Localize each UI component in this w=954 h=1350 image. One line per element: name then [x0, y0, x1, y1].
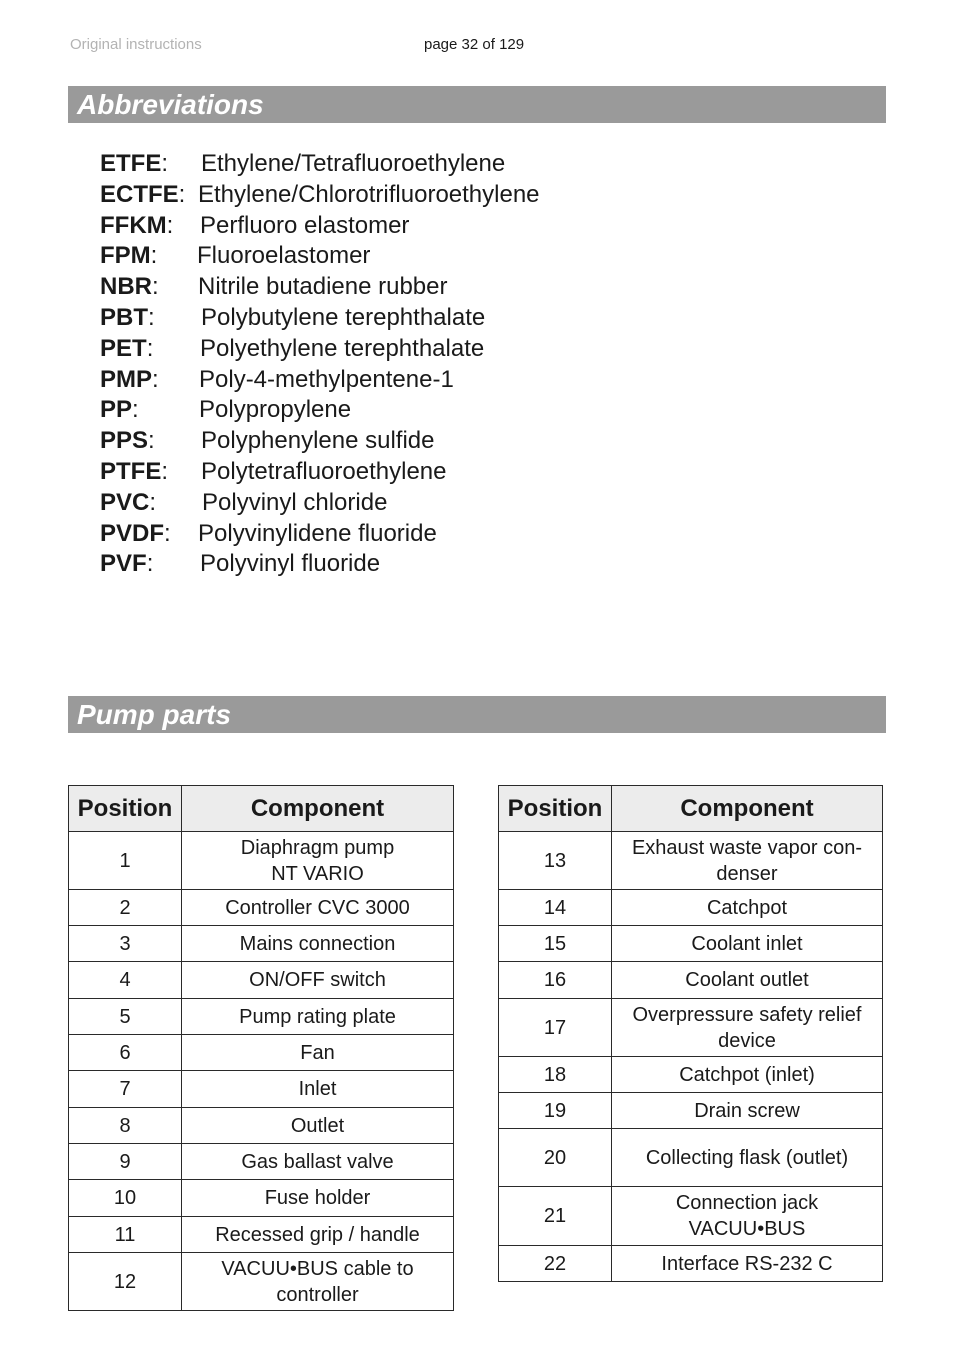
abbreviation-code: PVF	[100, 550, 147, 578]
parts-table-left	[68, 785, 454, 1311]
position-cell: 17	[499, 999, 612, 1057]
abbreviation-item: PVF: Polyvinyl fluoride	[100, 549, 185, 580]
component-cell: Overpressure safety relief device	[612, 999, 883, 1057]
position-cell: 12	[69, 1253, 182, 1311]
abbreviation-code: NBR	[100, 273, 152, 301]
abbreviation-item: PPS: Polyphenylene sulfide	[100, 426, 185, 457]
abbreviation-code: PPS	[100, 427, 149, 455]
parts-table-right-body	[499, 832, 883, 1282]
table-row	[69, 1217, 454, 1253]
position-cell: 10	[69, 1180, 182, 1217]
table-row	[499, 926, 883, 962]
table-row	[69, 890, 454, 926]
position-header: Position	[499, 786, 612, 832]
abbreviation-definition: Polyethylene terephthalate	[200, 334, 485, 362]
abbreviation-definition: Polyphenylene sulfide	[201, 427, 435, 455]
table-row	[69, 1108, 454, 1144]
table-row	[69, 1253, 454, 1311]
abbreviation-item: ECTFE: Ethylene/Chlorotrifluoroethylene	[100, 180, 185, 211]
abbreviation-code: PTFE	[100, 457, 162, 485]
table-row	[69, 1144, 454, 1180]
position-cell: 4	[69, 962, 182, 999]
table-row	[499, 890, 883, 926]
abbreviation-definition: Polyvinyl fluoride	[200, 550, 381, 578]
table-row	[499, 1187, 883, 1246]
abbreviation-definition: Polyvinylidene fluoride	[198, 519, 437, 547]
component-cell: Coolant outlet	[612, 962, 883, 999]
parts-table-right	[498, 785, 883, 1282]
table-row	[499, 1057, 883, 1093]
pump-parts-heading: Pump parts	[68, 696, 886, 733]
abbreviation-item: PMP: Poly-4-methylpentene-1	[100, 365, 185, 396]
abbreviations-list	[100, 149, 540, 580]
table-row	[499, 832, 883, 890]
table-row	[69, 832, 454, 890]
component-cell: Catchpot (inlet)	[612, 1057, 883, 1093]
component-cell: Interface RS-232 C	[612, 1246, 883, 1282]
table-row	[69, 1035, 454, 1071]
abbreviation-code: PVC	[100, 488, 150, 516]
component-cell: VACUU•BUS cable to controller	[182, 1253, 454, 1311]
abbreviation-definition: Poly-4-methylpentene-1	[199, 365, 454, 393]
component-cell: Recessed grip / handle	[182, 1217, 454, 1253]
position-cell: 18	[499, 1057, 612, 1093]
component-cell: Mains connection	[182, 926, 454, 962]
position-cell: 1	[69, 832, 182, 890]
abbreviation-code: PET	[100, 334, 147, 362]
table-row	[69, 999, 454, 1035]
abbreviation-item: PET: Polyethylene terephthalate	[100, 334, 185, 365]
position-cell: 14	[499, 890, 612, 926]
page-number: page 32 of 129	[424, 36, 525, 53]
abbreviation-definition: Fluoroelastomer	[197, 242, 371, 270]
abbreviation-code: ECTFE	[100, 180, 179, 208]
table-header-row	[69, 786, 454, 832]
abbreviation-item: ETFE: Ethylene/Tetrafluoroethylene	[100, 149, 185, 180]
abbreviation-definition: Ethylene/Chlorotrifluoroethylene	[198, 180, 540, 208]
position-cell: 16	[499, 962, 612, 999]
abbreviation-item: PTFE: Polytetrafluoroethylene	[100, 457, 185, 488]
position-cell: 5	[69, 999, 182, 1035]
position-cell: 20	[499, 1129, 612, 1187]
abbreviation-item: PVC: Polyvinyl chloride	[100, 488, 185, 519]
table-row	[69, 1180, 454, 1217]
abbreviation-item: PBT: Polybutylene terephthalate	[100, 303, 185, 334]
abbreviation-code: ETFE	[100, 150, 162, 177]
abbreviation-definition: Polytetrafluoroethylene	[201, 457, 447, 485]
abbreviation-item: NBR: Nitrile butadiene rubber	[100, 272, 185, 303]
component-cell: Exhaust waste vapor con- denser	[612, 832, 883, 890]
abbreviation-definition: Polyvinyl chloride	[202, 488, 388, 516]
component-cell: Drain screw	[612, 1093, 883, 1129]
abbreviations-heading: Abbreviations	[68, 86, 886, 123]
component-cell: ON/OFF switch	[182, 962, 454, 999]
component-cell: Controller CVC 3000	[182, 890, 454, 926]
position-cell: 11	[69, 1217, 182, 1253]
table-row	[69, 1071, 454, 1108]
document-type-label: Original instructions	[70, 36, 202, 53]
abbreviation-item: PP: Polypropylene	[100, 395, 185, 426]
abbreviation-item: FPM: Fluoroelastomer	[100, 241, 185, 272]
abbreviation-definition: Nitrile butadiene rubber	[198, 273, 448, 301]
position-cell: 6	[69, 1035, 182, 1071]
component-cell: Coolant inlet	[612, 926, 883, 962]
component-cell: Connection jack VACUU•BUS	[612, 1187, 883, 1246]
position-cell: 21	[499, 1187, 612, 1246]
table-row	[69, 962, 454, 999]
table-row	[499, 1246, 883, 1282]
abbreviation-code: FPM	[100, 242, 151, 270]
component-cell: Collecting flask (outlet)	[612, 1129, 883, 1187]
position-cell: 19	[499, 1093, 612, 1129]
position-cell: 3	[69, 926, 182, 962]
component-header: Component	[182, 786, 454, 832]
position-cell: 8	[69, 1108, 182, 1144]
component-cell: Fuse holder	[182, 1180, 454, 1217]
position-cell: 2	[69, 890, 182, 926]
abbreviation-code: PVDF	[100, 519, 165, 547]
position-cell: 13	[499, 832, 612, 890]
position-cell: 22	[499, 1246, 612, 1282]
component-cell: Gas ballast valve	[182, 1144, 454, 1180]
component-cell: Pump rating plate	[182, 999, 454, 1035]
position-cell: 7	[69, 1071, 182, 1108]
abbreviation-definition: Perfluoro elastomer	[200, 211, 410, 239]
table-row	[69, 926, 454, 962]
table-row	[499, 999, 883, 1057]
table-row	[499, 962, 883, 999]
table-row	[499, 1129, 883, 1187]
table-row	[499, 1093, 883, 1129]
abbreviation-code: PBT	[100, 303, 148, 331]
position-cell: 15	[499, 926, 612, 962]
abbreviation-definition: Polypropylene	[199, 396, 352, 424]
abbreviation-item: PVDF: Polyvinylidene fluoride	[100, 519, 185, 550]
component-cell: Catchpot	[612, 890, 883, 926]
component-cell: Inlet	[182, 1071, 454, 1108]
abbreviation-definition: Ethylene/Tetrafluoroethylene	[201, 150, 506, 177]
abbreviation-code: PP	[100, 396, 133, 424]
position-cell: 9	[69, 1144, 182, 1180]
component-header: Component	[612, 786, 883, 832]
abbreviation-definition: Polybutylene terephthalate	[201, 303, 486, 331]
component-cell: Fan	[182, 1035, 454, 1071]
abbreviation-code: FFKM	[100, 211, 167, 239]
parts-table-left-body	[69, 832, 454, 1311]
table-header-row	[499, 786, 883, 832]
position-header: Position	[69, 786, 182, 832]
component-cell: Outlet	[182, 1108, 454, 1144]
component-cell: Diaphragm pump NT VARIO	[182, 832, 454, 890]
abbreviation-code: PMP	[100, 365, 153, 393]
abbreviation-item: FFKM: Perfluoro elastomer	[100, 211, 185, 242]
